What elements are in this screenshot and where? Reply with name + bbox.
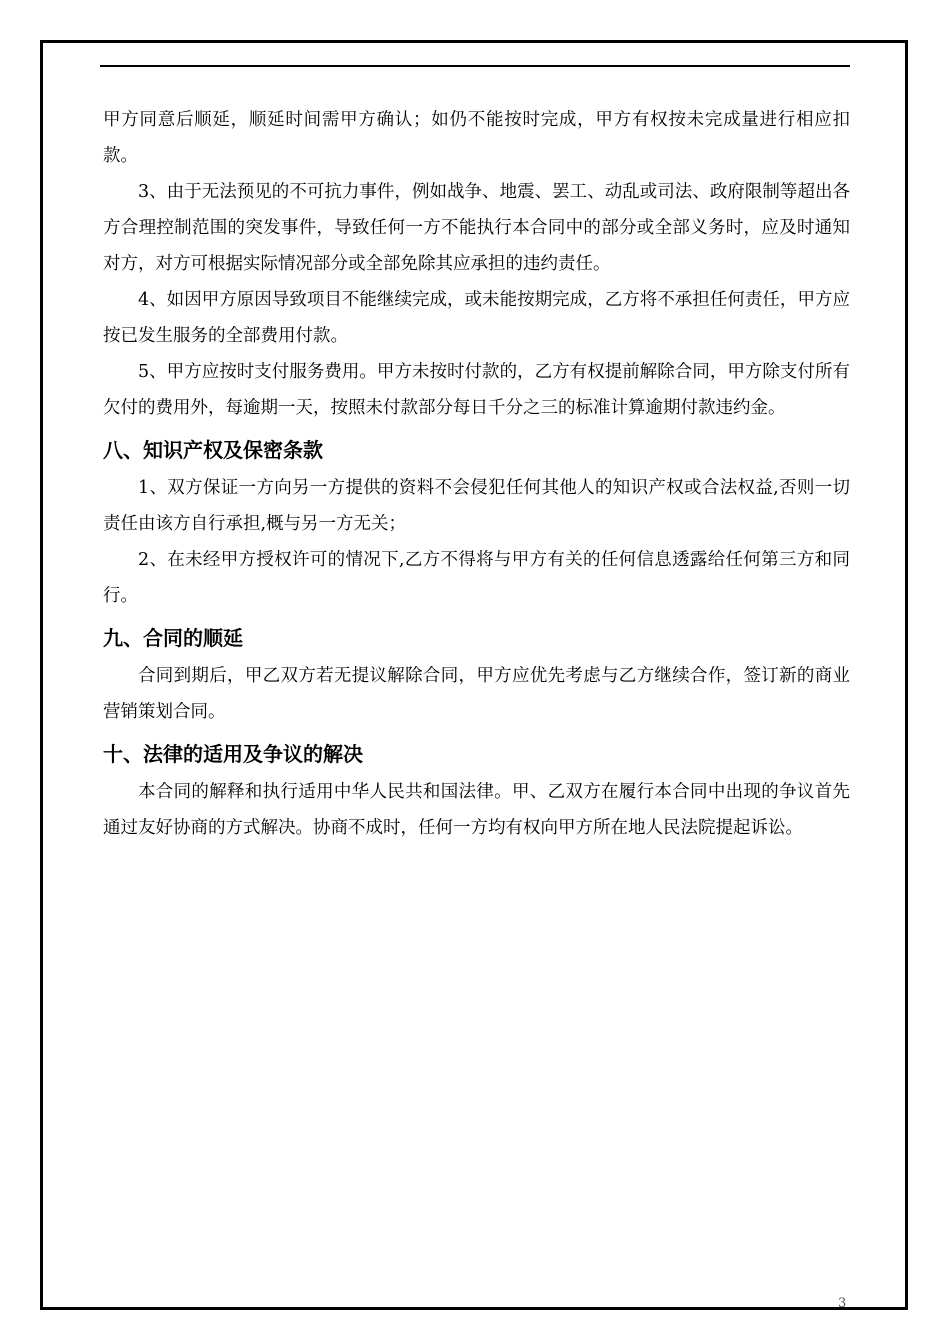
paragraph-9-1: 合同到期后，甲乙双方若无提议解除合同，甲方应优先考虑与乙方继续合作，签订新的商业营销策划合同。 (103, 666, 850, 722)
section-heading-9: 九、合同的顺延 (103, 626, 243, 650)
paragraph-7-3: 3、由于无法预见的不可抗力事件，例如战争、地震、罢工、动乱或司法、政府限制等超出各方合理控制范围的突发事件，导致任何一方不能执行本合同中的部分或全部义务时，应及时通知对方，对方可根据实际情况部分或全部免除其应承担的违约责任。 (103, 182, 850, 274)
page-number: 3 (838, 1296, 847, 1311)
header-rule (100, 65, 850, 67)
paragraph-7-4: 4、如因甲方原因导致项目不能继续完成，或未能按期完成，乙方将不承担任何责任，甲方应按已发生服务的全部费用付款。 (103, 290, 850, 346)
document-body (103, 102, 850, 846)
paragraph-7-continued: 甲方同意后顺延，顺延时间需甲方确认；如仍不能按时完成，甲方有权按未完成量进行相应扣款。 (103, 110, 850, 166)
paragraph-10-1: 本合同的解释和执行适用中华人民共和国法律。甲、乙双方在履行本合同中出现的争议首先通过友好协商的方式解决。协商不成时，任何一方均有权向甲方所在地人民法院提起诉讼。 (103, 782, 850, 838)
paragraph-7-5: 5、甲方应按时支付服务费用。甲方未按时付款的，乙方有权提前解除合同，甲方除支付所有欠付的费用外，每逾期一天，按照未付款部分每日千分之三的标准计算逾期付款违约金。 (103, 362, 850, 418)
paragraph-8-2: 2、在未经甲方授权许可的情况下,乙方不得将与甲方有关的任何信息透露给任何第三方和同行。 (103, 550, 850, 606)
section-heading-8: 八、知识产权及保密条款 (103, 438, 323, 462)
section-heading-10: 十、法律的适用及争议的解决 (103, 742, 363, 766)
paragraph-8-1: 1、双方保证一方向另一方提供的资料不会侵犯任何其他人的知识产权或合法权益,否则一切责任由该方自行承担,概与另一方无关； (103, 478, 850, 534)
